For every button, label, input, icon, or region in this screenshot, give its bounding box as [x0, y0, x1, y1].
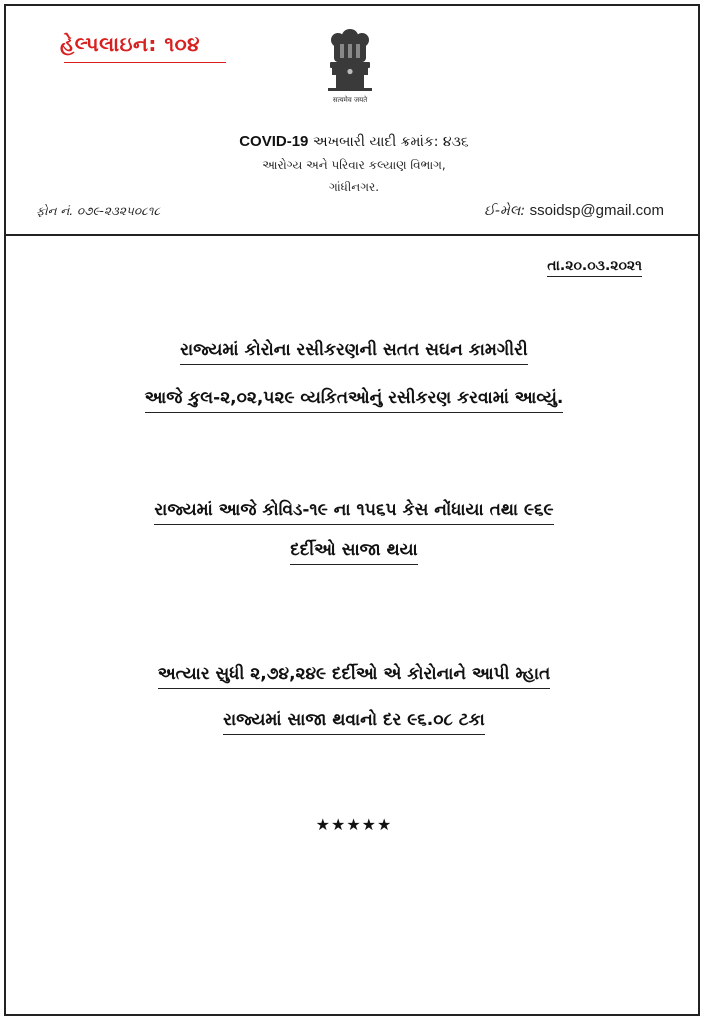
headline-text: અત્યાર સુધી ૨,૭૪,૨૪૯ દર્દીઓ એ કોરોનાને આપી મ્હાત	[158, 664, 551, 689]
header-divider	[6, 234, 698, 236]
email-label: ઈ-મેલ:	[484, 203, 530, 219]
headline-vaccination-1	[0, 340, 708, 360]
headline-recovered-2	[0, 710, 708, 730]
email-address[interactable]: ssoidsp@gmail.com	[529, 202, 664, 219]
press-release-number	[0, 133, 708, 150]
headline-text: રાજ્યમાં આજે કોવિડ-૧૯ ના ૧૫૬૫ કેસ નોંધાયા તથા ૯૬૯	[154, 500, 553, 525]
national-emblem-icon	[320, 26, 380, 92]
headline-text: આજે કુલ-૨,૦૨,૫૨૯ વ્યકિતઓનું રસીકરણ કરવામાં આવ્યું.	[145, 388, 564, 413]
helpline-underline	[64, 62, 226, 63]
release-date: તા.૨૦.૦૩.૨૦૨૧	[547, 258, 642, 277]
end-stars: ★★★★★	[315, 815, 393, 834]
email-contact	[484, 202, 664, 219]
headline-text: રાજ્યમાં કોરોના રસીકરણની સતત સઘન કામગીરી	[180, 340, 528, 365]
press-release-prefix: COVID-19	[239, 133, 309, 150]
headline-text: દર્દીઓ સાજા થયા	[290, 540, 417, 565]
phone-number: ફોન નં. ૦૭૯-૨૩૨૫૦૮૧૮	[36, 204, 161, 218]
city-name: ગાંધીનગર.	[328, 180, 380, 194]
headline-recovered-1	[0, 664, 708, 684]
press-release-suffix: અખબારી યાદી ક્રમાંક: ૪૩૬	[308, 134, 469, 150]
department-name: આરોગ્ય અને પરિવાર કલ્યાણ વિભાગ,	[262, 158, 446, 172]
helpline-number: હેલ્પલાઇન: ૧૦૪	[60, 32, 201, 56]
emblem-motto: सत्यमेव जयते	[332, 96, 368, 104]
headline-text: રાજ્યમાં સાજા થવાનો દર ૯૬.૦૮ ટકા	[223, 710, 485, 735]
headline-cases-1	[0, 500, 708, 520]
headline-vaccination-2	[0, 388, 708, 408]
headline-cases-2	[0, 540, 708, 560]
